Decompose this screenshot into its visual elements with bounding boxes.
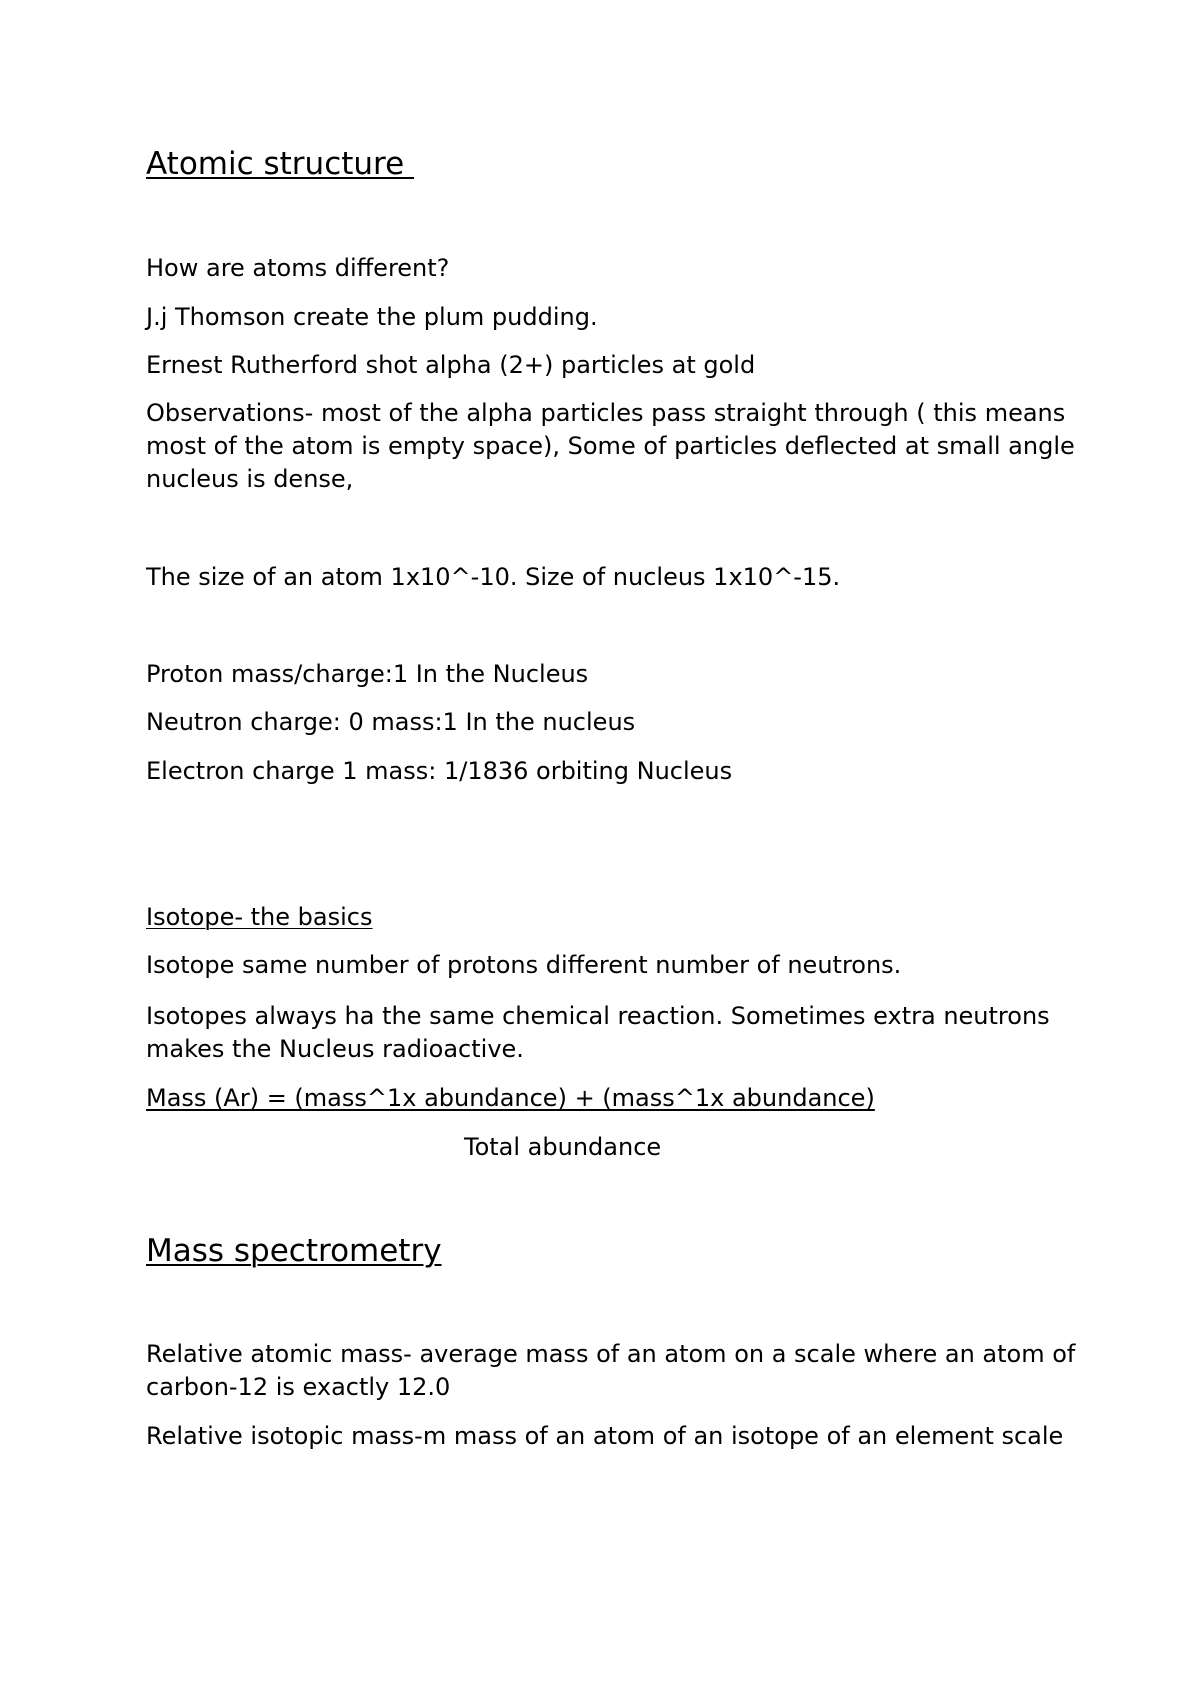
relative-atomic-mass-paragraph: Relative atomic mass- average mass of an atom on a scale where an atom of carbon-12 is exactly 12.0: [146, 1340, 1076, 1401]
mass-formula-numerator: Mass (Ar) = (mass^1x abundance) + (mass^1x abundance): [146, 1084, 875, 1112]
relative-isotopic-mass-paragraph: Relative isotopic mass-m mass of an atom of an isotope of an element scale: [146, 1422, 1064, 1450]
thomson-line: J.j Thomson create the plum pudding.: [146, 303, 598, 331]
mass-formula-denominator: Total abundance: [464, 1133, 662, 1161]
question-line: How are atoms different?: [146, 254, 450, 282]
atom-size-line: The size of an atom 1x10^-10. Size of nucleus 1x10^-15.: [146, 563, 841, 591]
electron-line: Electron charge 1 mass: 1/1836 orbiting Nucleus: [146, 757, 733, 785]
rutherford-line: Ernest Rutherford shot alpha (2+) particles at gold: [146, 351, 756, 379]
observations-paragraph: Observations- most of the alpha particles pass straight through ( this means most of the atom is empty space), Some of particles deflected at small angle nucleus is dense,: [146, 399, 1075, 493]
isotope-chemistry-paragraph: Isotopes always ha the same chemical reaction. Sometimes extra neutrons makes the Nucleus radioactive.: [146, 1002, 1050, 1063]
mass-spectrometry-heading: Mass spectrometry: [146, 1233, 442, 1269]
proton-line: Proton mass/charge:1 In the Nucleus: [146, 660, 589, 688]
page-title: Atomic structure: [146, 146, 415, 182]
neutron-line: Neutron charge: 0 mass:1 In the nucleus: [146, 708, 636, 736]
isotope-heading: Isotope- the basics: [146, 903, 373, 931]
isotope-definition: Isotope same number of protons different number of neutrons.: [146, 951, 902, 979]
